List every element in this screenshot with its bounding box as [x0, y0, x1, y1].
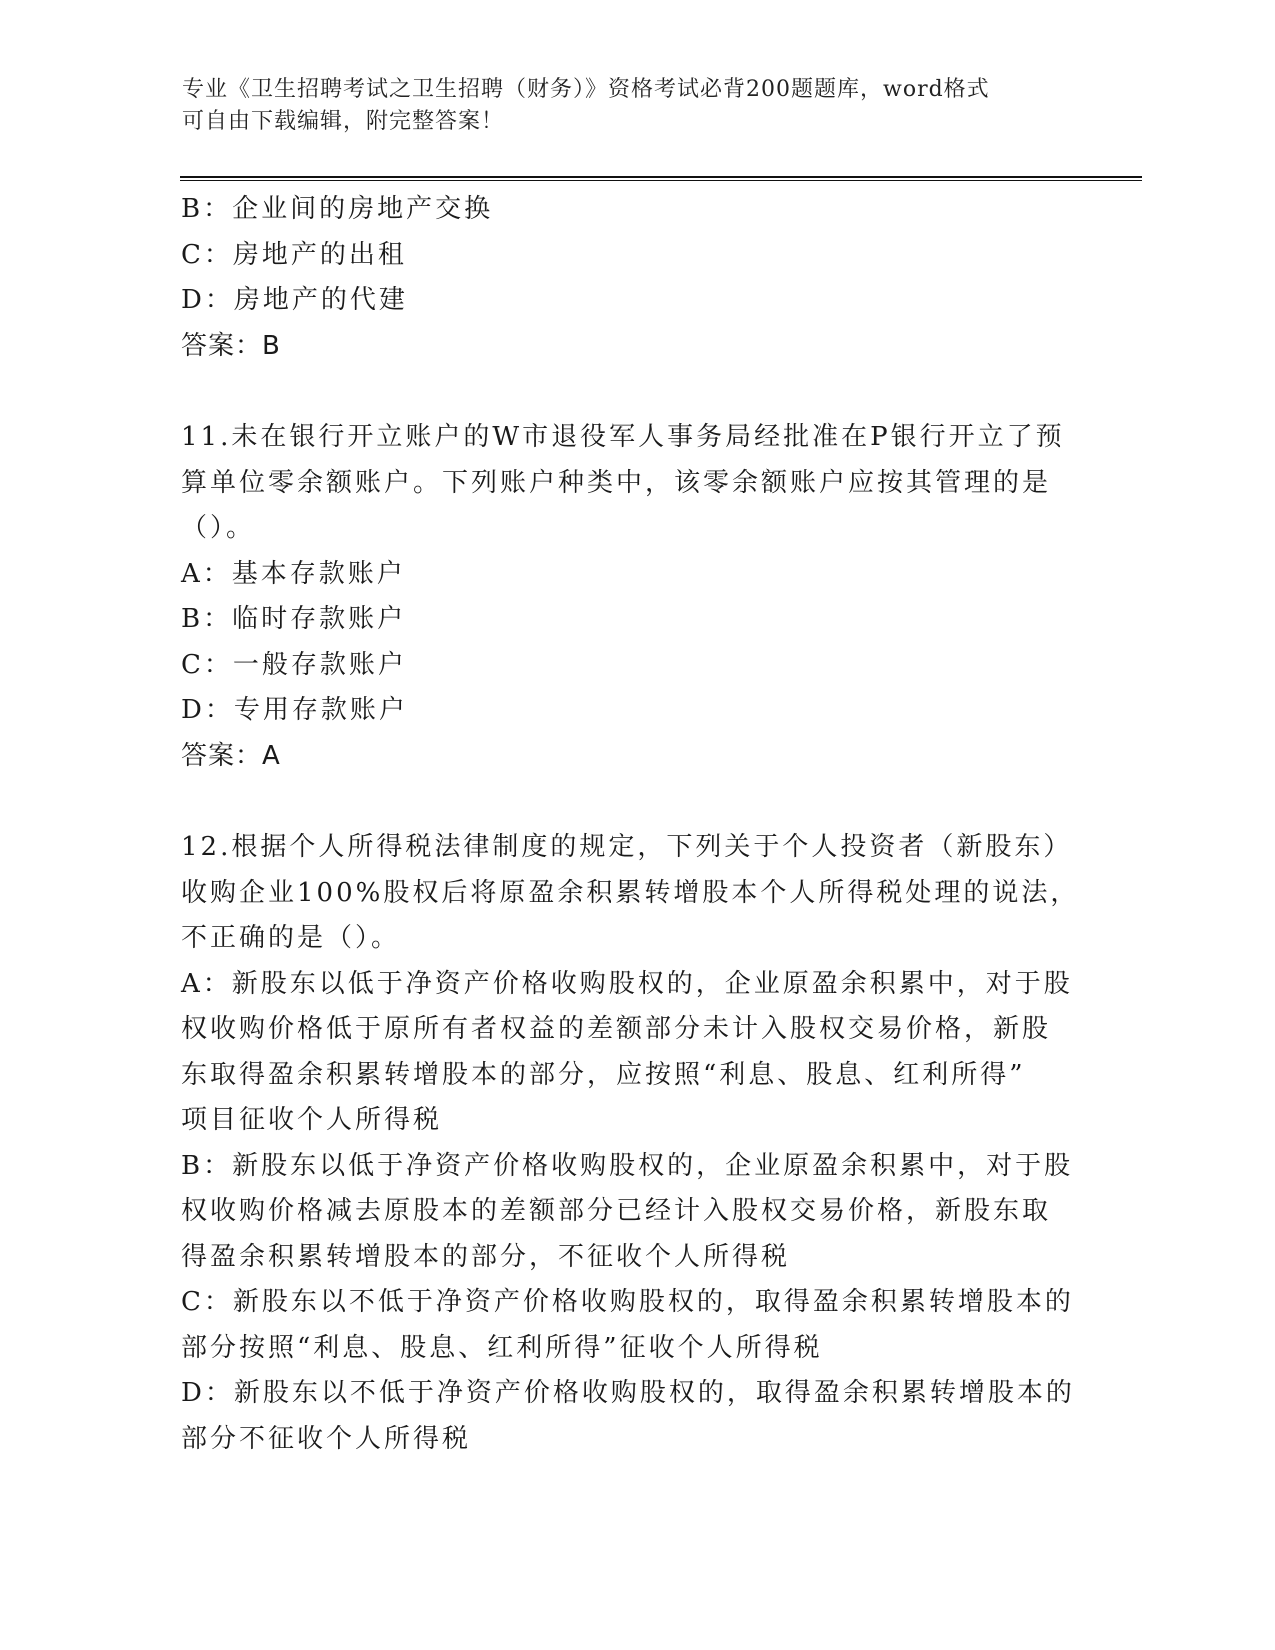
option-b: B：临时存款账户 [181, 604, 407, 634]
question-stem-line: 算单位零余额账户。下列账户种类中，该零余额账户应按其管理的是 [181, 467, 1052, 498]
option-line: 部分按照“利息、股息、红利所得”征收个人所得税 [181, 1332, 823, 1363]
option-c: C：房地产的出租 [181, 239, 407, 270]
spacer [181, 779, 1081, 825]
option-c [181, 1280, 1081, 1371]
option-line: 权收购价格低于原所有者权益的差额部分未计入股权交易价格，新股 [181, 1014, 1052, 1044]
question-stem-line: 不正确的是（）。 [181, 923, 401, 953]
question-stem-line: （）。 [181, 513, 256, 543]
answer: 答案：A [181, 740, 281, 771]
question-stem-line: 收购企业100%股权后将原盈余积累转增股本个人所得税处理的说法， [181, 877, 1080, 908]
option-line: D：新股东以不低于净资产价格收购股权的，取得盈余积累转增股本的 [181, 1378, 1075, 1408]
header-line-2: 可自由下载编辑，附完整答案！ [182, 109, 505, 134]
header-line-1: 专业《卫生招聘考试之卫生招聘（财务）》资格考试必背200题题库，word格式 [182, 77, 990, 102]
question-stem-line: 12.根据个人所得税法律制度的规定，下列关于个人投资者（新股东） [181, 832, 1073, 862]
option-d: D：房地产的代建 [181, 285, 408, 315]
option-d: D：专用存款账户 [181, 695, 408, 725]
question-stem-line: 11.未在银行开立账户的W市退役军人事务局经批准在P银行开立了预 [181, 422, 1065, 452]
option-line: 得盈余积累转增股本的部分，不征收个人所得税 [181, 1241, 791, 1272]
option-b: B：企业间的房地产交换 [181, 194, 494, 224]
option-d [181, 1371, 1081, 1462]
option-line: B：新股东以低于净资产价格收购股权的，企业原盈余积累中，对于股 [181, 1150, 1074, 1181]
option-c: C：一般存款账户 [181, 649, 407, 680]
header-divider [180, 176, 1142, 181]
page-header [182, 74, 1062, 138]
option-line: 项目征收个人所得税 [181, 1105, 443, 1135]
question-11 [181, 415, 1081, 779]
option-a [181, 962, 1081, 1144]
option-line: 权收购价格减去原股本的差额部分已经计入股权交易价格，新股东取 [181, 1196, 1052, 1226]
question-12 [181, 825, 1081, 1462]
answer: 答案：B [181, 330, 281, 361]
document-body [181, 187, 1081, 1462]
option-line: 东取得盈余积累转增股本的部分，应按照“利息、股息、红利所得” [181, 1059, 1026, 1090]
option-a: A：基本存款账户 [181, 558, 406, 589]
option-line: 部分不征收个人所得税 [181, 1423, 472, 1454]
option-line: C：新股东以不低于净资产价格收购股权的，取得盈余积累转增股本的 [181, 1287, 1074, 1317]
spacer [181, 369, 1081, 415]
option-b [181, 1144, 1081, 1281]
question-10-tail [181, 187, 1081, 369]
option-line: A：新股东以低于净资产价格收购股权的，企业原盈余积累中，对于股 [181, 968, 1073, 999]
